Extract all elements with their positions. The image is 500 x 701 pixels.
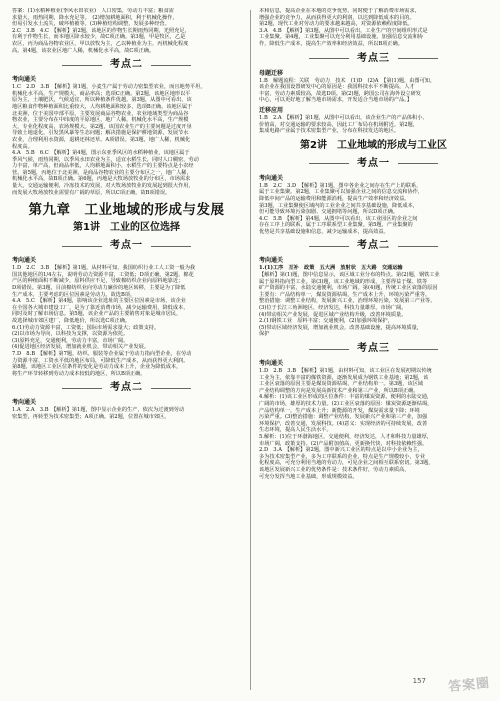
text-line: 第3题，工业集聚使区域内的工业企业之间共享基础设施，降低成本， (259, 202, 418, 209)
text-line: 在全国各大城市建设工厂，是为了靠近消费市场，减少运输费用，降低成本， (12, 304, 189, 311)
text-line: 4.A 5.B 6.C 【解析】第4题，图示东亚季风区的水稻种植业，该地区属于 (12, 150, 190, 157)
left-q4b-block (12, 298, 241, 324)
left-answer-block (12, 325, 241, 351)
text-line: 该地区发展新兴工业的优势条件是：技术条件好，劳动力素质高， (259, 466, 410, 473)
text-line: 农业，合理利用水资源，退耕还林还草。A项错误。第3题，地广人稀，机械化 (12, 136, 191, 143)
text-line: 4.解析：(1)该工业区形成的区位条件：丰富的煤炭资源，便利的水陆交通， (259, 394, 433, 401)
text-line: 2.C 3.B 4.C 【解析】第2题，该地区的作物生长期雨热同期，光照充足， (12, 27, 190, 34)
text-line: 第2题，现代工业对劳动力的要求越来越高，对资源依赖程度降低。 (259, 21, 413, 28)
text-line: 整治措施：调整工业结构，发展新兴工业，治理环境污染，发展第三产业等。 (259, 298, 436, 305)
right-muti-block (259, 78, 488, 104)
text-line: 存在工序上的联系，属于工序联系型工业集聚。第5题，产业集聚的 (259, 222, 413, 229)
text-line: (2)以市场为导向，以科技为支撑，以资源为依托。 (12, 331, 129, 338)
text-line: 5.解析：(1)位于环渤海地区，交通便利，经济发达，人才和科技力量雄厚， (259, 433, 433, 440)
text-line: 原为主，土壤肥沃，气候适宜，所以种植条件优越。第3题，从图中可看出，该 (12, 97, 192, 104)
text-line: 1.B 解题流程：关联 劳动力 技术 (1)D (2)A 【第(1)题，由图可知， (259, 77, 436, 84)
tag-kaoxiang-tongguan-r2: 考向通关 (259, 257, 284, 265)
tag-kaoxiang-tongguan: 考向通关 (12, 76, 37, 84)
text-line: 集成电路产业属于技术密集型产业，分布在科技发达的地区。 (259, 128, 400, 135)
right-top-block (259, 8, 488, 48)
text-line: D项错误。第3题，目前棉纺织业向劳动力廉价的地区转移，主要是为了降低 (12, 285, 186, 292)
text-line: 中心，可以更好地了解当地市场需求，开发适合当地市场的产品。】 (259, 97, 413, 104)
fill-answer-line: 1.(1)工序 互补 政策 五大洲 放射状 五大路 交通运输 (259, 265, 403, 272)
text-line: (3)原料充足，交通便利，劳动力丰富，市场广阔。 (12, 337, 129, 344)
text-line: 机械化水平高，生产规模大，商品率高；选项C正确。第2题，该地区地形以平 (12, 90, 191, 97)
text-line: 属于原料指向型工业。第(3)题，该工业地域的形成，主要得益于煤、铁等 (259, 278, 428, 285)
text-line: 但易引发水土流失，破坏植被等。(3)种植结构调整，发展多种经营。 (12, 21, 170, 28)
left-column (12, 8, 241, 693)
text-line: 环境保护，改善交通，发展科技。(4)意义：实现经济的可持续发展，改善 (259, 420, 428, 427)
text-line: 4.C 5.B 【解析】第4题，从图中可以看出，该工业园区的企业之间 (259, 215, 418, 222)
left-q4-block (12, 150, 241, 196)
right-jiexi-block (259, 272, 488, 338)
text-line: 该企业在我国设置研发中心的原因是：我国科技水平不断提高，人才 (259, 84, 415, 91)
text-line: 有利于作物生长，而本地区降水较少，故C项正确。第3题，甲是牧区，乙是 (12, 34, 186, 41)
section-heading-kaodian-two: 考点二 (12, 58, 241, 72)
left-q7-block (12, 351, 241, 377)
text-line: 力丰富，单产高，但商品率低，人均耕地面积小，水稻生产的主要特点是小农经 (12, 163, 194, 170)
text-line: 大，专业化程度高，农场规模大。第2题，该国农业生产的主要问题是过度开垦 (12, 123, 192, 130)
text-line: 产区的种植面积不断减少，原料供应不足，导致棉纺织企业向原料地靠近； (12, 278, 184, 285)
text-line: 保护 (259, 331, 270, 338)
text-line: 2.D 3.A 【解析】第2题，图中新兴工业区的特点是以中小企业为主， (259, 447, 423, 454)
text-line: 但可能导致环境污染加剧、交通拥堵等问题，所以D项正确。 (259, 209, 399, 216)
text-line: 1.B 2.C 3.D 【解析】第1题，图中各企业之间存在生产上的联系， (259, 182, 422, 189)
section-heading-kaodian-one-r: 考点一 (259, 157, 488, 171)
text-line: 季风气候，雨热同期，以季风水田农业为主，适宜水稻生长，同时人口稠密，劳动 (12, 156, 199, 163)
section-heading-kaodian-two-r: 考点二 (259, 239, 488, 253)
text-line: (3)位于长江三角洲地区，经济发达，科技力量雄厚，市场广阔。 (259, 305, 407, 312)
section-heading-kaodian-three: 考点三 (259, 52, 488, 66)
left-q1-block (12, 84, 241, 150)
text-line: 同时及时了解市场信息。第5题，该企业产品的主要销售对象是城市居民， (12, 311, 182, 318)
text-line: 增强企业的竞争力，从而获得更大的利润，以达到降低成本的目的。 (259, 14, 415, 21)
section-heading-kaodian-one: 考点一 (12, 239, 241, 253)
text-line: 1.D 2.B 3.B 【解析】第1题，由材料可知，该工业区在发展初期以传统 (259, 368, 432, 374)
text-line: 将生产环节转移到劳动力成本较低的地区，所以B项正确。 (12, 370, 146, 377)
text-line: 1.C 2.D 3.B 【解析】第1题，小麦生产属于劳动力密集型农业，而且地势平坦， (12, 84, 206, 91)
column-divider (250, 10, 251, 690)
right-q2e-block (259, 447, 488, 480)
left-q1c-block (12, 407, 241, 420)
left-q1b-block (12, 265, 241, 298)
text-line: 工业区衰落的原因主要是煤炭资源枯竭，产业结构单一。第3题，该区域 (259, 381, 424, 388)
text-line: 1.D 2.C 3.B 【解析】第1题，从材料可知，我国纺织行业工人工资一般为我 (12, 265, 196, 272)
text-line: 机械化水平高，故B项正确。第6题，丙地是大牧场放牧业的分布区，市场需求 (12, 176, 191, 183)
text-line: 矿产资源的丰富，水陆交通便利，市场广阔。第(4)题，传统工业区衰落的原因 (259, 285, 438, 292)
text-line: 市场广阔，政策支持。(2)产品附加值高，更新换代快，对科技依赖性强。 (259, 440, 428, 447)
text-line: 4.A 5.C 【解析】第4题，影响该企业选址的主要区位因素是市场，该企业 (12, 298, 186, 305)
text-line: 主要有：产品结构单一，煤炭资源枯竭，生产成本上升，环境污染严重等。 (259, 291, 431, 298)
answer-page (12, 8, 488, 693)
text-line: 故选择城市郊区建厂，降低地价，所以选C项正确。 (12, 318, 131, 324)
lecture-title: 第1讲 工业的区位选择 (73, 222, 180, 234)
text-line: 降低中间产品的运输费用和能源消耗，提高生产效率和经济效益。 (259, 195, 410, 202)
text-line: 第8题，该地区工业区位条件的变化是劳动力成本上升，企业为降低成本， (12, 364, 182, 371)
page-number: 157 (412, 677, 426, 685)
text-line: 生产成本，主要考虑的区位因素是劳动力。故选B项。 (12, 291, 136, 298)
text-line: 而发展大牧场放牧业需要有广阔的草原，所以C项正确。故B项错误。 (12, 189, 171, 196)
text-line: 北美洲，位于美国中部平原，主要发展商品谷物农业，农业地域类型为商品谷 (12, 110, 189, 117)
text-line: (4)促进地区经济发展，增加就业机会，带动相关产业发展。 (12, 344, 150, 351)
watermark-logo: 答案圈 (447, 675, 491, 696)
chapter-title: 第九章 工业地域的形成与发展 (28, 202, 225, 219)
text-line: (4)带动相关产业发展，促进区域产业结构升级，改善环境质量。 (259, 311, 407, 318)
text-line: 广阔的市场，雄厚的技术力量。(2)工业区衰落的原因：煤炭资源逐渐枯竭， (259, 400, 433, 407)
text-line: 生态环境，提高人民生活水平。 (259, 427, 332, 434)
text-line: 【解析】第(1)题，图中信息显示，该区域工业分布的特点。第(2)题，钢铁工业 (259, 272, 440, 279)
right-q1e-block (259, 368, 488, 394)
tag-muti-qianyi: 母题迁移 (259, 69, 284, 77)
text-line: 求量大，雨热同期，降水充足等。 (2)增加耕地面积，利于机械化操作， (12, 14, 178, 21)
text-line: 1.B 2.A 【解析】第1题，从图中可以看出，该企业生产的产品体积小、 (259, 114, 428, 121)
section-heading-kaodian-three-r: 考点三 (259, 342, 488, 356)
right-q4e-block (259, 394, 488, 447)
right-qianyi-block (259, 115, 488, 135)
text-line: 导致土地退化，引发黑风暴等生态问题；解决措施是保护耕地资源，发展节水 (12, 130, 189, 137)
text-line: 物农业，主要分布在中纬度的平原地区，地广人稀，机械化水平高，生产规模 (12, 117, 189, 124)
text-line: 3.A 4.B 【解析】第3题，从图中可以看出，工业生产的空间组织形式是 (259, 27, 428, 34)
text-line: 量大，交通运输便利，冷冻技术的发展，对大牧场放牧业的发展起到很大作用， (12, 183, 194, 190)
text-line: 2.(1)钢铁工业 原料丰富；交通便利，(2)加强环境保护， (259, 318, 393, 325)
text-line: 本和信息，提高企业在本地的竞争优势，同时便于了解消费市场需求， (259, 8, 420, 14)
text-line: 1.A 2.A 3.B 【解析】第1题，图中显示企业的生产，依次为过渡到劳动 (12, 407, 185, 414)
text-line: 力资源丰富、工资水平低的地区布局，可降低生产成本，从而获得更大利润。 (12, 357, 189, 364)
text-line: (5)带动区域经济发展，增加就业机会，改善基础设施，提高环境质量， (259, 324, 422, 331)
tag-kaoxiang-tongguan-r: 考向通关 (259, 174, 284, 182)
text-line: 高。第4题，该农业区地广人稀，机械化水平高，故C项正确。 (12, 47, 155, 54)
text-line: 地区粮食作物种植面积比重较大，人均耕地面积较多，选项B正确。该地区属于 (12, 103, 193, 110)
tag-qianyi-yingyong: 迁移应用 (259, 106, 284, 114)
text-line: 产品结构单一，生产成本上升；新能源的开发，煤炭需求量下降；环境 (259, 407, 420, 414)
text-line: 丰富，劳动力素质较高，故选D项。第(2)题，跨国公司在海外设立研发 (259, 90, 421, 97)
lecture-two-title: 第2讲 工业地域的形成与工业区 (300, 139, 447, 151)
text-line: 密集型，再转型为技术密集型；A项正确。第2题，位置在城市郊区。 (12, 413, 170, 420)
tag-kaoxiang-tongguan-b: 考向通关 (12, 257, 37, 265)
text-line: 答案：(1)水稻种植业(季风水田农业) 人口密集，劳动力丰富；粮食需 (12, 8, 174, 14)
text-line: 工业集聚。第4题，工业集聚可以充分利用基础设施，加强信息交流和协 (259, 34, 424, 41)
text-line: 化程度高，可充分利用当地的劳动力，可见企业之间相互联系密切。第3题， (259, 460, 434, 467)
left-top-answer (12, 8, 241, 28)
text-line: 作，降低生产成本，提高生产效率和经济效益，所以B项正确。 (259, 40, 403, 47)
text-line: 国其他地区的1/4左右，说明劳动力资源丰富，工资低；D项正确。第2题，棉花 (12, 271, 194, 278)
text-line: 多为技术密集型产业，多为工序联系的企业，特点是生产规模较小，专业 (259, 453, 426, 460)
text-line: 工业为主，依靠丰富的煤铁资源，逐渐发展成为钢铁工业基地；第2题，该 (259, 374, 429, 381)
text-line: 优势是共享基础设施和信息，减少运输成本，提高效益。 (259, 228, 389, 235)
right-q4d-block (259, 216, 488, 236)
text-line: 价值高，对交通运输的要求较高，因此工厂布局在机场附近。第2题， (259, 121, 418, 128)
text-line: 营。第5题，丙地位于北美洲，是商品谷物农业的主要分布区之一，地广人稀， (12, 169, 192, 176)
text-line: 6.(1)劳动力资源丰富，工资低；国际市场需求量大；政策支持。 (12, 324, 160, 331)
text-line: 属于工业集聚。第2题，工业集聚可以加强企业之间的信息交流和协作， (259, 189, 424, 196)
section-heading-kaodian-two-b: 考点二 (12, 381, 241, 395)
right-column (259, 8, 488, 693)
text-line: 农区，丙为商品谷物农业区，甲以放牧为主，乙以种植业为主，丙机械化程度 (12, 40, 189, 47)
tag-kaoxiang-tongguan-r3: 考向通关 (259, 360, 284, 367)
text-line: 可充分发挥当地工业基础，形成规模效益。 (259, 473, 358, 480)
text-line: 7.D 8.B 【解析】第7题，纺织、服装等企业属于劳动力指向型企业，在劳动 (12, 350, 192, 357)
left-q2-block (12, 28, 241, 54)
right-q1d-block (259, 183, 488, 216)
text-line: 程度高。 (12, 143, 33, 150)
text-line: 产业结构调整的方向是发展高新技术产业和第三产业，所以B项正确。 (259, 387, 419, 394)
text-line: 污染严重。(3)整治措施：调整产业结构，发展新兴产业和第三产业，加强 (259, 414, 428, 421)
tag-kaoxiang-tongguan-c: 考向通关 (12, 399, 37, 407)
